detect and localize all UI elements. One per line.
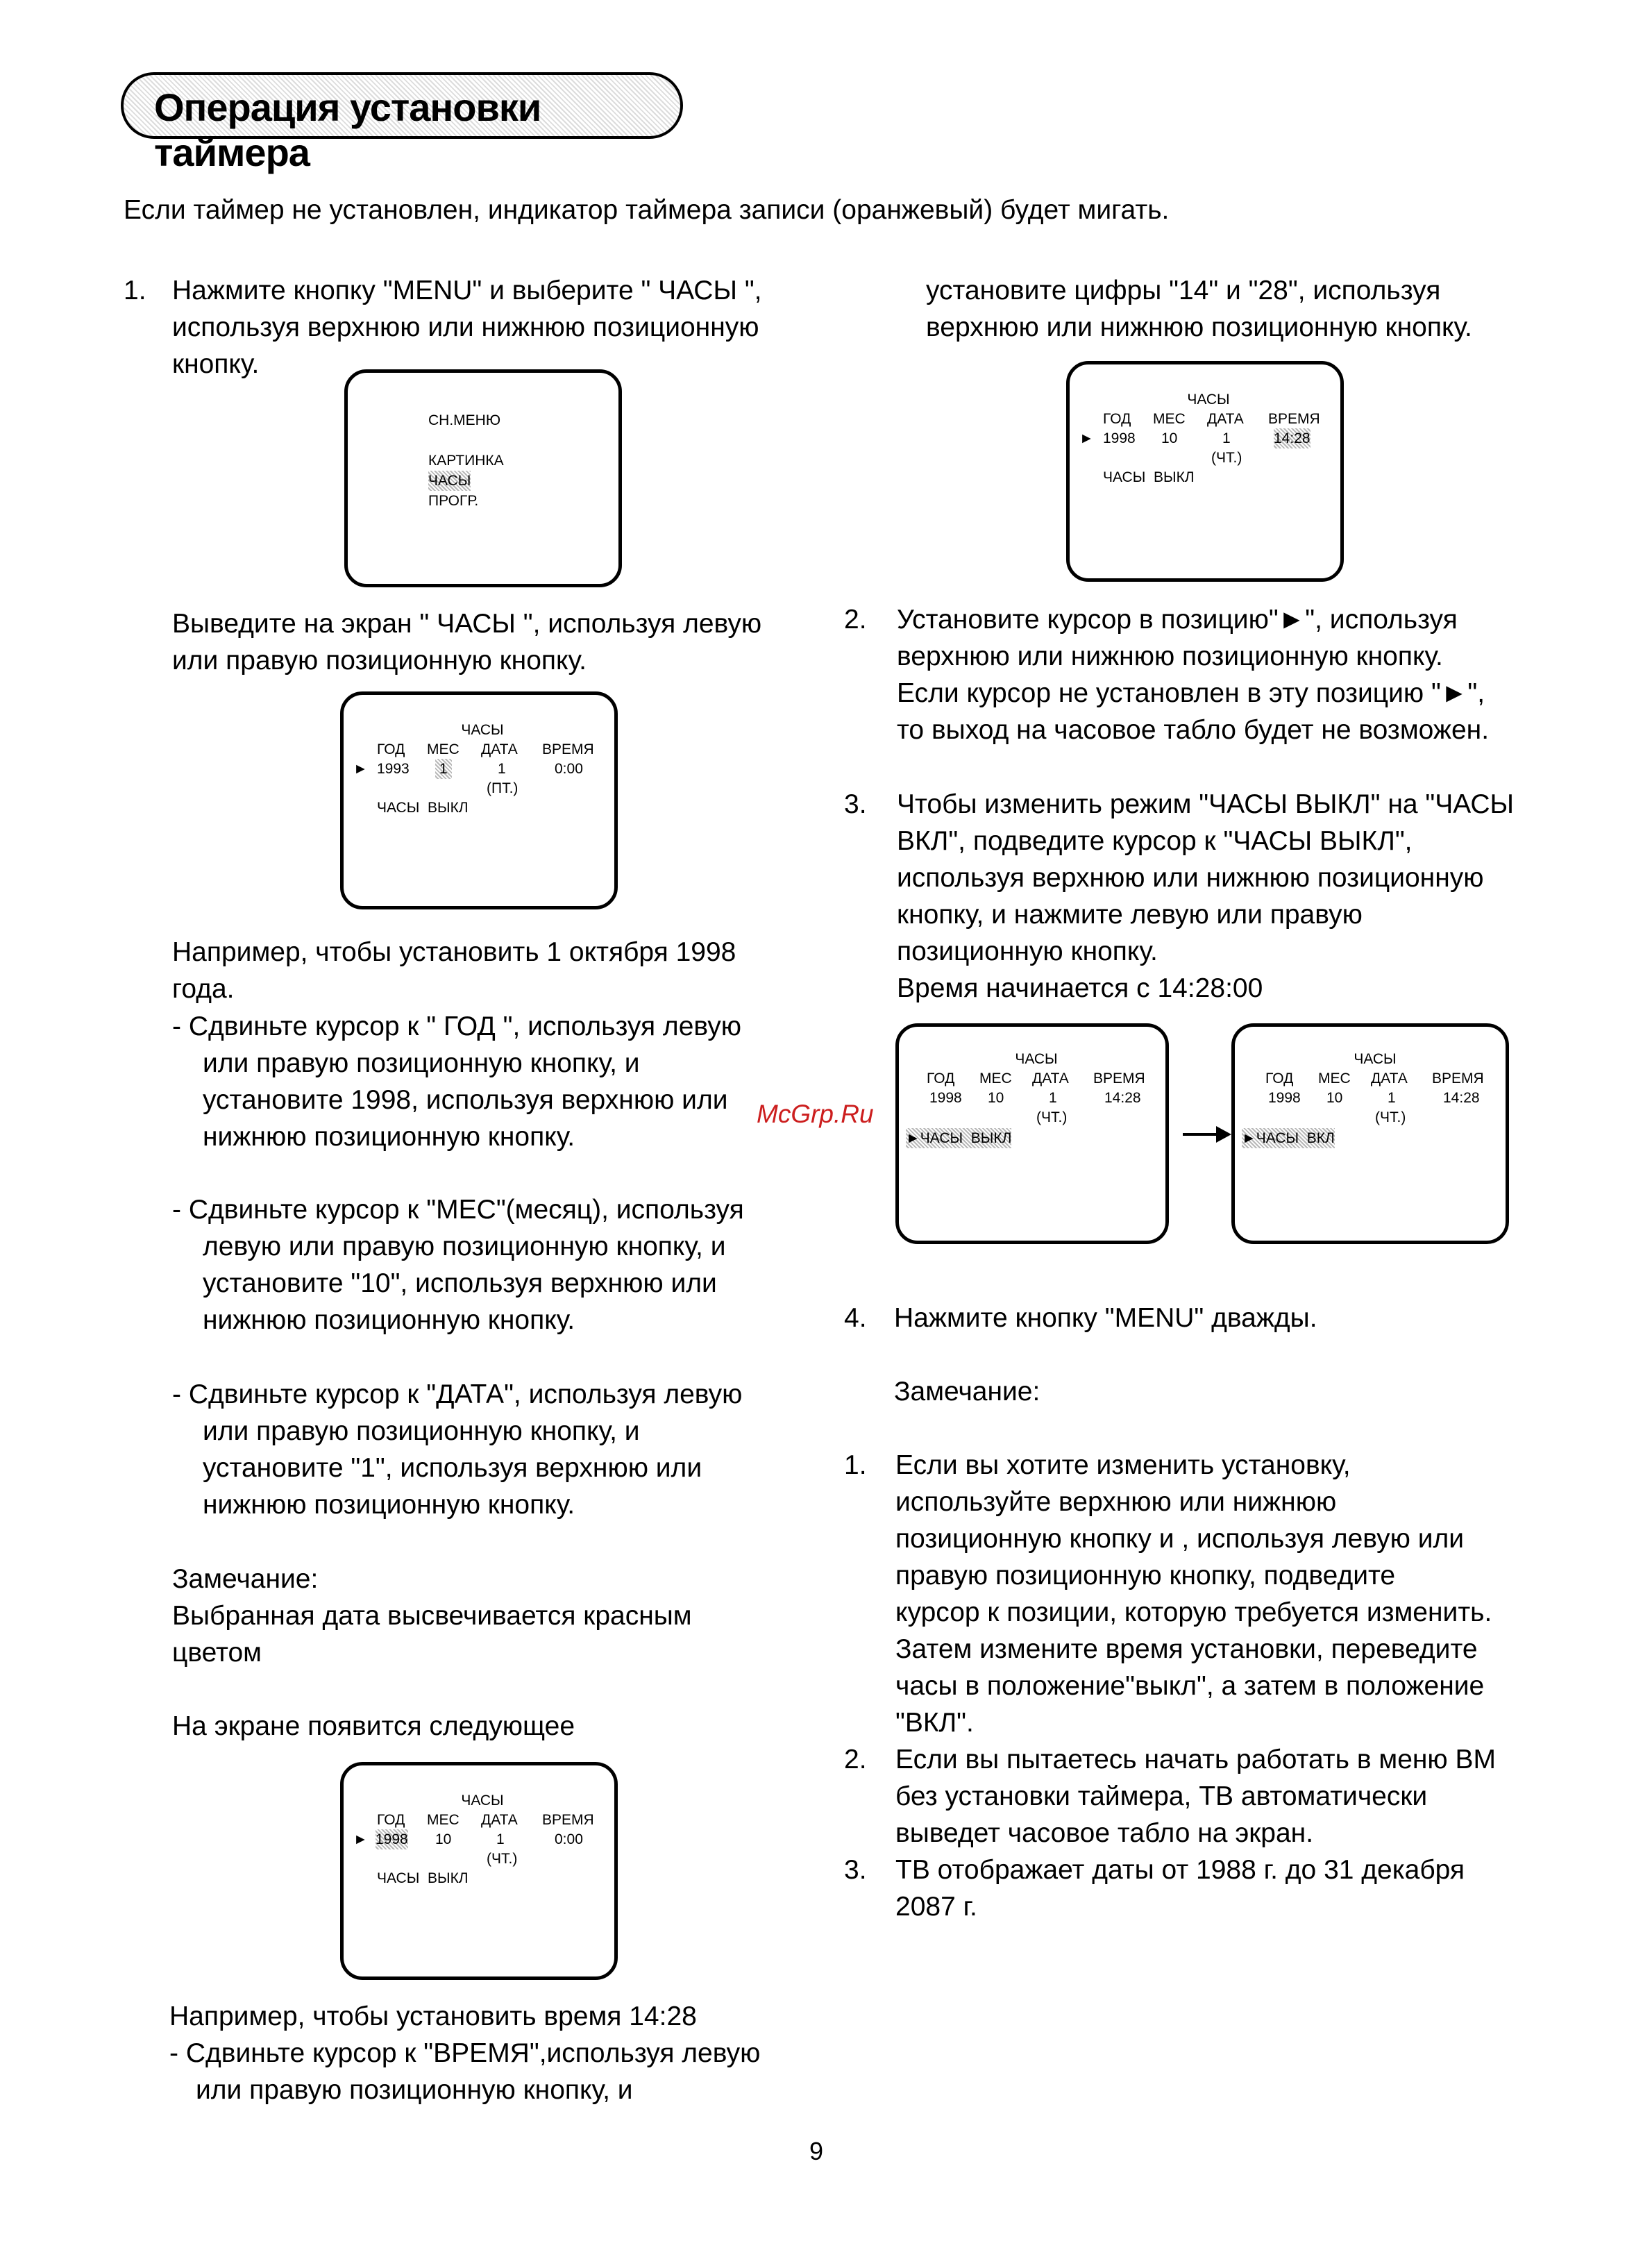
instruction-line: или правую позиционную кнопку. (172, 646, 587, 675)
osd-date: 1 (1388, 1090, 1396, 1106)
step-1-line: кнопку. (172, 349, 260, 379)
note-line: Выбранная дата высвечивается красным (172, 1601, 692, 1631)
step-2-line: то выход на часовое табло будет не возможен. (897, 715, 1490, 745)
note-3-line: ТВ отображает даты от 1988 г. до 31 декабря (895, 1855, 1465, 1885)
osd-date: 1 (1222, 430, 1231, 446)
osd-month: 10 (1326, 1090, 1343, 1106)
osd-time: 14:28 (1443, 1090, 1480, 1106)
osd-weekday: (ЧТ.) (1211, 450, 1242, 466)
section-title-badge (121, 72, 683, 174)
bullet-line: или правую позиционную кнопку, и (196, 2075, 633, 2105)
osd-header-time: ВРЕМЯ (1268, 411, 1320, 427)
step-2-line: Если курсор не установлен в эту позицию "►", (897, 678, 1485, 708)
osd-status-selected: ►ЧАСЫ ВЫКЛ (906, 1128, 1011, 1148)
watermark-text: McGrp.Ru (757, 1100, 874, 1128)
step-4-number: 4. (844, 1303, 867, 1333)
transition-arrow-line (1183, 1133, 1220, 1136)
osd-header-time: ВРЕМЯ (1093, 1071, 1145, 1086)
example-line: Например, чтобы установить 1 октября 1998 (172, 937, 736, 967)
continued-line: установите цифры "14" и "28", используя (926, 276, 1441, 305)
osd-weekday: (ЧТ.) (1375, 1109, 1406, 1125)
osd-time: 0:00 (555, 1831, 583, 1847)
osd-header-date: ДАТА (1371, 1071, 1408, 1086)
step-3-line: кнопку, и нажмите левую или правую (897, 900, 1363, 930)
bullet-line: нижнюю позиционную кнопку. (203, 1305, 575, 1335)
step-1-line: используя верхнюю или нижнюю позиционную (172, 312, 759, 342)
osd-title: ЧАСЫ (1187, 392, 1230, 408)
transition-arrow-icon (1216, 1126, 1231, 1143)
menu-item-selected: ЧАСЫ (428, 471, 471, 491)
clock-screen-e (1231, 1023, 1509, 1244)
osd-weekday: (ПТ.) (487, 780, 519, 796)
step-2-line: верхнюю или нижнюю позиционную кнопку. (897, 641, 1443, 671)
osd-header-month: МЕС (1318, 1071, 1351, 1086)
osd-title: ЧАСЫ (461, 722, 504, 738)
osd-header-date: ДАТА (1032, 1071, 1069, 1086)
cursor-arrow-icon: ► (353, 1831, 368, 1847)
osd-header-year: ГОД (1103, 411, 1131, 427)
step-3-line: Чтобы изменить режим "ЧАСЫ ВЫКЛ" на "ЧАСЫ (897, 789, 1515, 819)
osd-time: 0:00 (555, 761, 583, 777)
note-1-line: используйте верхнюю или нижнюю (895, 1487, 1337, 1517)
step-1-line: Нажмите кнопку "MENU" и выберите " ЧАСЫ ", (172, 276, 762, 305)
continued-line: верхнюю или нижнюю позиционную кнопку. (926, 312, 1472, 342)
cursor-arrow-icon: ► (1079, 430, 1094, 446)
clock-screen-c (1066, 361, 1344, 582)
osd-title: ЧАСЫ (461, 1793, 504, 1808)
osd-header-date: ДАТА (481, 741, 518, 757)
osd-header-time: ВРЕМЯ (1432, 1071, 1484, 1086)
note-2-number: 2. (844, 1745, 867, 1774)
osd-header-month: МЕС (1153, 411, 1186, 427)
note-1-line: позиционную кнопку и , используя левую или (895, 1524, 1465, 1554)
note-2-line: Если вы пытаетесь начать работать в меню ВМ (895, 1745, 1497, 1774)
bullet-line: нижнюю позиционную кнопку. (203, 1122, 575, 1152)
example-line: Например, чтобы установить время 14:28 (169, 2001, 697, 2031)
note-1-line: курсор к позиции, которую требуется изменить. (895, 1597, 1492, 1627)
note-1-line: Затем измените время установки, переведите (895, 1634, 1478, 1664)
osd-time: 14:28 (1104, 1090, 1141, 1106)
osd-month-selected: 1 (435, 759, 452, 779)
osd-title: ЧАСЫ (1015, 1051, 1058, 1067)
note-line: цветом (172, 1638, 262, 1668)
osd-status: ЧАСЫ ВЫКЛ (1103, 469, 1195, 485)
menu-item: СН.МЕНЮ (428, 412, 501, 428)
osd-header-date: ДАТА (481, 1812, 518, 1828)
bullet-line: или правую позиционную кнопку, и (203, 1416, 640, 1446)
note-3-number: 3. (844, 1855, 867, 1885)
example-line: года. (172, 974, 235, 1004)
clock-screen-b (340, 1762, 618, 1980)
bullet-line: нижнюю позиционную кнопку. (203, 1490, 575, 1520)
step-2-number: 2. (844, 605, 867, 635)
osd-year: 1998 (929, 1090, 962, 1106)
osd-header-time: ВРЕМЯ (542, 1812, 594, 1828)
osd-header-month: МЕС (427, 741, 460, 757)
osd-header-month: МЕС (979, 1071, 1012, 1086)
step-3-line: позиционную кнопку. (897, 937, 1158, 966)
osd-date: 1 (498, 761, 506, 777)
note-3-line: 2087 г. (895, 1892, 977, 1922)
note-2-line: выведет часовое табло на экран. (895, 1818, 1314, 1848)
osd-status-selected: ►ЧАСЫ ВКЛ (1242, 1128, 1335, 1148)
instruction-line: Выведите на экран " ЧАСЫ ", используя левую (172, 609, 762, 639)
note-1-line: "ВКЛ". (895, 1708, 974, 1738)
osd-month: 10 (435, 1831, 452, 1847)
note-heading: Замечание: (172, 1564, 319, 1594)
note-1-line: правую позиционную кнопку, подведите (895, 1561, 1396, 1590)
osd-header-time: ВРЕМЯ (542, 741, 594, 757)
bullet-line: левую или правую позиционную кнопку, и (203, 1232, 726, 1261)
osd-date: 1 (1049, 1090, 1057, 1106)
bullet-line: или правую позиционную кнопку, и (203, 1048, 640, 1078)
section-title: Операция установки таймера (154, 85, 541, 174)
osd-time-selected: 14:28 (1274, 428, 1310, 448)
osd-header-year: ГОД (1265, 1071, 1294, 1086)
osd-header-date: ДАТА (1207, 411, 1244, 427)
osd-weekday: (ЧТ.) (487, 1851, 518, 1867)
osd-year: 1998 (1103, 430, 1136, 446)
bullet-line: - Сдвиньте курсор к " ГОД ", используя левую (172, 1012, 741, 1041)
note-2-line: без установки таймера, ТВ автоматически (895, 1781, 1428, 1811)
note-heading: Замечание: (894, 1377, 1040, 1407)
cursor-arrow-icon: ► (353, 761, 368, 777)
osd-header-year: ГОД (377, 741, 405, 757)
step-3-line: ВКЛ", подведите курсор к "ЧАСЫ ВЫКЛ", (897, 826, 1413, 856)
osd-header-year: ГОД (927, 1071, 955, 1086)
osd-year-selected: 1998 (376, 1829, 408, 1849)
bullet-line: - Сдвиньте курсор к "ВРЕМЯ",используя левую (169, 2038, 761, 2068)
osd-status: ЧАСЫ ВЫКЛ (377, 1870, 469, 1886)
osd-title: ЧАСЫ (1354, 1051, 1397, 1067)
page-number: 9 (809, 2137, 824, 2165)
intro-text: Если таймер не установлен, индикатор таймера записи (оранжевый) будет мигать. (124, 195, 1170, 225)
menu-screen (344, 369, 622, 587)
menu-item: КАРТИНКА (428, 453, 504, 469)
bullet-line: - Сдвиньте курсор к "МЕС"(месяц), используя (172, 1195, 744, 1225)
bullet-line: - Сдвиньте курсор к "ДАТА", используя левую (172, 1379, 743, 1409)
note-1-number: 1. (844, 1450, 867, 1480)
clock-screen-a (340, 691, 618, 909)
step-3-number: 3. (844, 789, 867, 819)
menu-item: ПРОГР. (428, 493, 479, 509)
osd-weekday: (ЧТ.) (1036, 1109, 1068, 1125)
step-3-line: используя верхнюю или нижнюю позиционную (897, 863, 1484, 893)
osd-year: 1998 (1268, 1090, 1301, 1106)
clock-screen-d (895, 1023, 1169, 1244)
bullet-line: установите 1998, используя верхнюю или (203, 1085, 728, 1115)
bullet-line: установите "10", используя верхнюю или (203, 1268, 717, 1298)
step-1-number: 1. (124, 276, 146, 305)
bullet-line: установите "1", используя верхнюю или (203, 1453, 702, 1483)
osd-year: 1993 (377, 761, 410, 777)
instruction-line: На экране появится следующее (172, 1711, 575, 1741)
osd-date: 1 (496, 1831, 505, 1847)
step-2-line: Установите курсор в позицию"►", используя (897, 605, 1458, 635)
osd-header-year: ГОД (377, 1812, 405, 1828)
osd-month: 10 (1161, 430, 1178, 446)
osd-header-month: МЕС (427, 1812, 460, 1828)
step-4-line: Нажмите кнопку "MENU" дважды. (894, 1303, 1317, 1333)
note-1-line: Если вы хотите изменить установку, (895, 1450, 1351, 1480)
osd-month: 10 (988, 1090, 1004, 1106)
note-1-line: часы в положение"выкл", а затем в положение (895, 1671, 1485, 1701)
osd-status: ЧАСЫ ВЫКЛ (377, 800, 469, 816)
step-3-line: Время начинается с 14:28:00 (897, 973, 1263, 1003)
